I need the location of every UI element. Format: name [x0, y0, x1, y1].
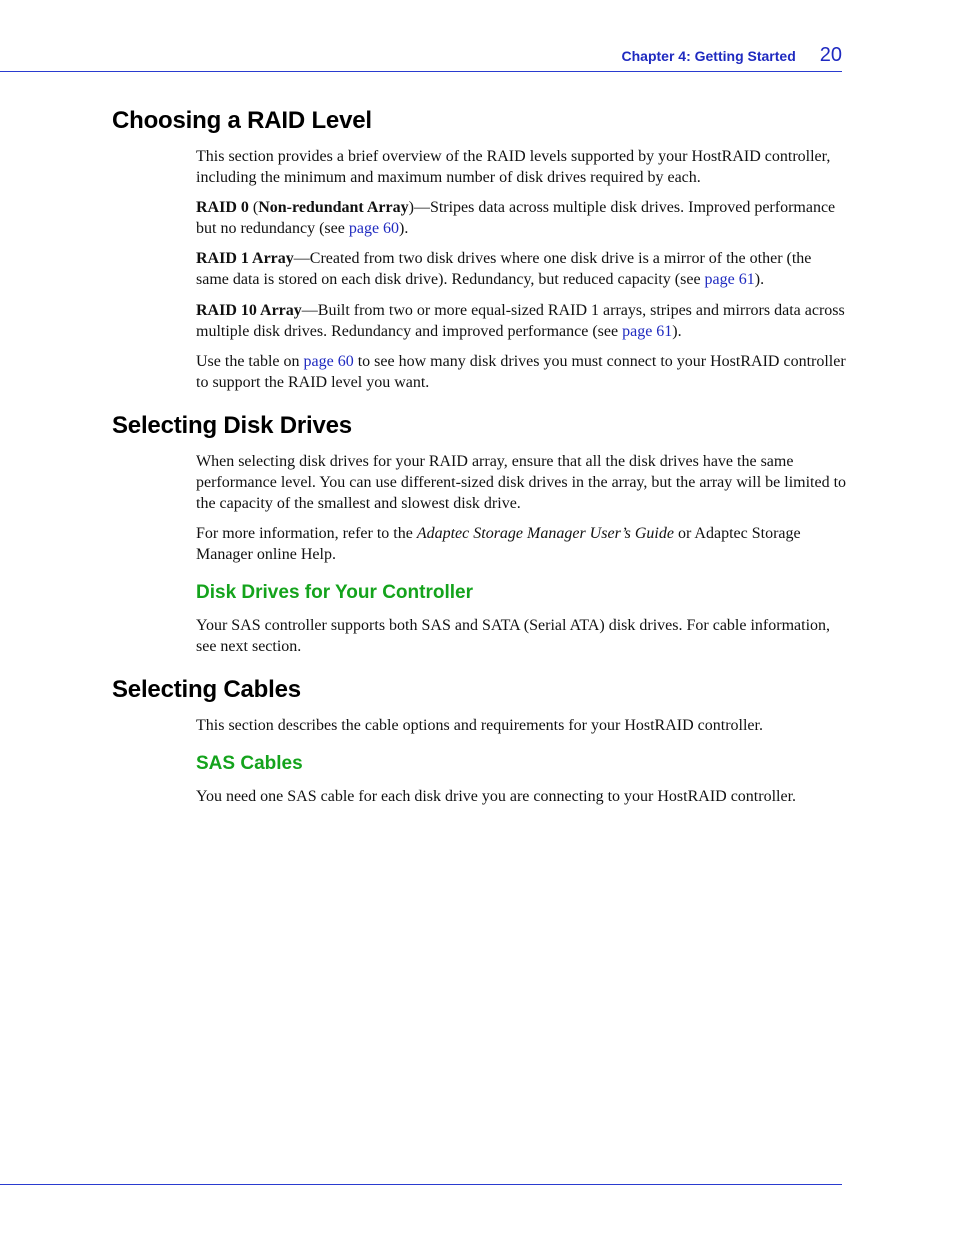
guide-title: Adaptec Storage Manager User’s Guide: [416, 525, 674, 542]
running-head: [622, 44, 843, 67]
section-title-selecting-cables: Selecting Cables: [112, 676, 301, 703]
raid0-end: ).: [399, 220, 409, 237]
raid0-page-link[interactable]: page 60: [348, 220, 400, 237]
table-note-pre: Use the table on: [196, 353, 304, 370]
raid10-page-link[interactable]: page 61: [622, 323, 673, 340]
table-note-paragraph: [196, 351, 846, 393]
raid0-paren-close: ): [408, 199, 414, 216]
table-note-page-link[interactable]: page 60: [303, 353, 354, 370]
page-number: 20: [819, 44, 842, 66]
raid0-paren-open: (: [248, 199, 259, 216]
raid0-paragraph: [196, 197, 846, 239]
raid1-paragraph: [196, 248, 846, 290]
disk-drives-paragraph: When selecting disk drives for your RAID array, ensure that all the disk drives have the same performance level. You can use different-sized disk drives in the array, but the array will be limited to the capacity of the smallest and slowest disk drive.: [196, 453, 847, 512]
raid1-end: ).: [754, 271, 765, 288]
footer-rule: [0, 1184, 842, 1185]
controller-support-paragraph: Your SAS controller supports both SAS and SATA (Serial ATA) disk drives. For cable information, see next section.: [196, 617, 831, 655]
cables-intro-paragraph: This section describes the cable options and requirements for your HostRAID controller.: [196, 717, 763, 734]
header-rule: [0, 71, 842, 72]
more-info-paragraph: [196, 523, 846, 565]
more-info-pre: For more information, refer to the: [196, 525, 417, 542]
raid1-page-link[interactable]: page 61: [704, 271, 755, 288]
subsection-title-disk-drives-controller: Disk Drives for Your Controller: [196, 582, 473, 603]
raid10-term: RAID 10 Array: [196, 302, 302, 319]
chapter-title: Chapter 4: Getting Started: [621, 48, 796, 64]
raid0-term-b: Non-redundant Array: [258, 199, 409, 216]
table-note-post: to see how many disk drives you must connect to your HostRAID controller to support the RAID level you want.: [196, 353, 846, 391]
raid10-end: ).: [672, 323, 682, 340]
section-title-selecting-disk-drives: Selecting Disk Drives: [112, 412, 352, 439]
raid1-text: —Created from two disk drives where one disk drive is a mirror of the other (the same data is stored on each disk drive). Redundancy, but reduced capacity (see: [196, 250, 812, 288]
raid0-term-a: RAID 0: [196, 199, 249, 216]
raid-intro-paragraph: This section provides a brief overview of the RAID levels supported by your HostRAID controller, including the minimum and maximum number of disk drives required by each.: [196, 148, 831, 186]
section-title-choosing-raid: Choosing a RAID Level: [112, 107, 372, 134]
raid0-text: —Stripes data across multiple disk drives. Improved performance but no redundancy (see: [196, 199, 836, 237]
subsection-title-sas-cables: SAS Cables: [196, 753, 303, 774]
more-info-post: or Adaptec Storage Manager online Help.: [196, 525, 801, 563]
raid1-term: RAID 1 Array: [196, 250, 294, 267]
raid10-paragraph: [196, 300, 846, 342]
raid10-text: —Built from two or more equal-sized RAID 1 arrays, stripes and mirrors data across multiple disk drives. Redundancy and improved performance (see: [196, 302, 845, 340]
sas-cables-paragraph: You need one SAS cable for each disk drive you are connecting to your HostRAID controller.: [196, 788, 797, 805]
